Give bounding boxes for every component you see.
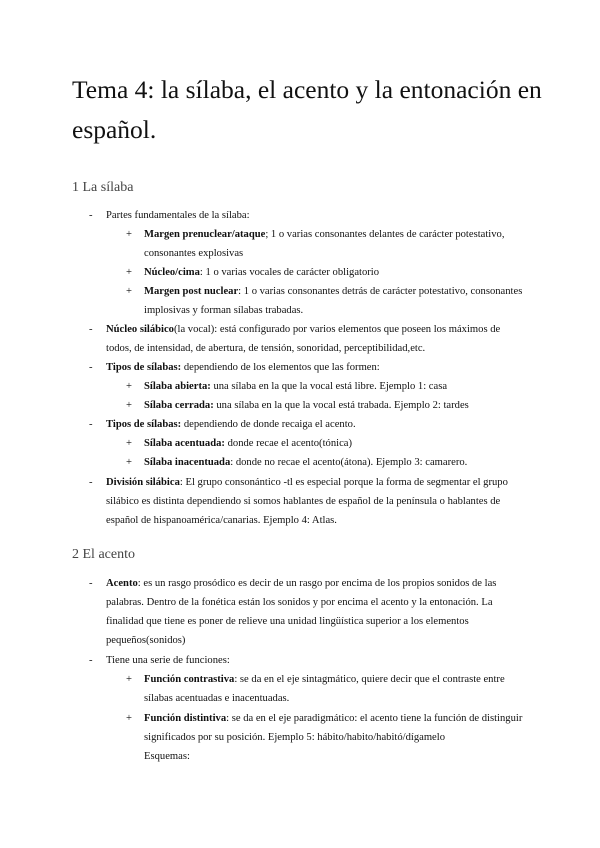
plus-marker: + — [126, 267, 132, 278]
dash-marker: - — [89, 578, 93, 589]
plus-marker: + — [126, 438, 132, 449]
description: : se da en el eje paradigmático: el acento tiene la función de distinguir significados por su posición. Ejemplo 5: hábito/habito/habitó/dígamelo — [144, 713, 523, 743]
list-item-inacentuada — [144, 453, 529, 472]
description: : se da en el eje sintagmático, quiere decir que el contraste entre sílabas acentuadas e inacentuadas. — [144, 674, 505, 704]
term: Sílaba acentuada: — [144, 438, 225, 449]
term: Núcleo silábico — [106, 324, 174, 335]
term: Función distintiva — [144, 713, 227, 724]
description: ; 1 o varias consonantes delantes de carácter potestativo, consonantes explosivas — [144, 229, 505, 259]
list-item-tipos-acento — [106, 415, 526, 434]
dash-marker: - — [89, 362, 93, 373]
section-heading-acento: 2 El acento — [72, 547, 135, 562]
description: una sílaba en la que la vocal está trabada. Ejemplo 2: tardes — [213, 400, 469, 411]
list-item-tipos-silabas — [106, 358, 526, 377]
term: Margen prenuclear/ataque — [144, 229, 266, 240]
plus-marker: + — [126, 713, 132, 724]
description: dependiendo de donde recaiga el acento. — [181, 419, 356, 430]
term: Función contrastiva — [144, 674, 235, 685]
plus-marker: + — [126, 229, 132, 240]
list-item-funciones: Tiene una serie de funciones: — [106, 655, 230, 666]
esquemas-label: Esquemas: — [144, 751, 190, 762]
term: Tipos de sílabas: — [106, 419, 182, 430]
list-item-contrastiva — [144, 670, 529, 708]
page-title: Tema 4: la sílaba, el acento y la entonación en español. — [72, 75, 542, 144]
term: Sílaba abierta: — [144, 381, 211, 392]
list-item-acentuada — [144, 434, 529, 453]
description: : 1 o varias vocales de carácter obligatorio — [199, 267, 380, 278]
plus-marker: + — [126, 674, 132, 685]
description: (la vocal): está configurado por varios elementos que poseen los máximos de todos, de intensidad, de abertura, de tensión, sonoridad, perceptibilidad,etc. — [106, 324, 501, 354]
description: : es un rasgo prosódico es decir de un rasgo por encima de los propios sonidos de las palabras. Dentro de la fonética están los sonidos y por encima el acento y la entonación. La finalidad que tiene es poner de relieve una unidad lingüística superior a los elementos pequeños(sonidos) — [106, 578, 497, 646]
term: División silábica — [106, 477, 180, 488]
plus-marker: + — [126, 381, 132, 392]
term: Sílaba inacentuada — [144, 457, 231, 468]
list-item-distintiva — [144, 709, 529, 766]
dash-marker: - — [89, 324, 93, 335]
list-item-cerrada — [144, 396, 529, 415]
term: Núcleo/cima — [144, 267, 200, 278]
list-item-margen-post — [144, 282, 529, 320]
plus-marker: + — [126, 286, 132, 297]
list-item-nucleo — [144, 263, 529, 282]
list-item-acento — [106, 574, 526, 650]
list-item-abierta — [144, 377, 529, 396]
dash-marker: - — [89, 655, 93, 666]
list-item-nucleo-silabico — [106, 320, 526, 358]
term: Sílaba cerrada: — [144, 400, 214, 411]
term: Acento — [106, 578, 138, 589]
list-item-partes: Partes fundamentales de la sílaba: — [106, 210, 250, 221]
term: Margen post nuclear — [144, 286, 239, 297]
list-item-division — [106, 473, 526, 530]
dash-marker: - — [89, 477, 93, 488]
description: donde recae el acento(tónica) — [224, 438, 353, 449]
description: : donde no recae el acento(átona). Ejemplo 3: camarero. — [230, 457, 468, 468]
description: : El grupo consonántico -tl es especial porque la forma de segmentar el grupo silábico es distinta dependiendo si somos hablantes de español de la península o hablantes de español de hispanoamérica/canarias. Ejemplo 4: Atlas. — [106, 477, 508, 526]
term: Tipos de sílabas: — [106, 362, 182, 373]
section-heading-silaba: 1 La sílaba — [72, 180, 134, 195]
dash-marker: - — [89, 210, 93, 221]
list-item-margen-pre — [144, 225, 529, 263]
plus-marker: + — [126, 400, 132, 411]
dash-marker: - — [89, 419, 93, 430]
plus-marker: + — [126, 457, 132, 468]
description: : 1 o varias consonantes detrás de carácter potestativo, consonantes implosivas y forman sílabas trabadas. — [144, 286, 523, 316]
description: una sílaba en la que la vocal está libre. Ejemplo 1: casa — [210, 381, 448, 392]
description: dependiendo de los elementos que las formen: — [181, 362, 380, 373]
